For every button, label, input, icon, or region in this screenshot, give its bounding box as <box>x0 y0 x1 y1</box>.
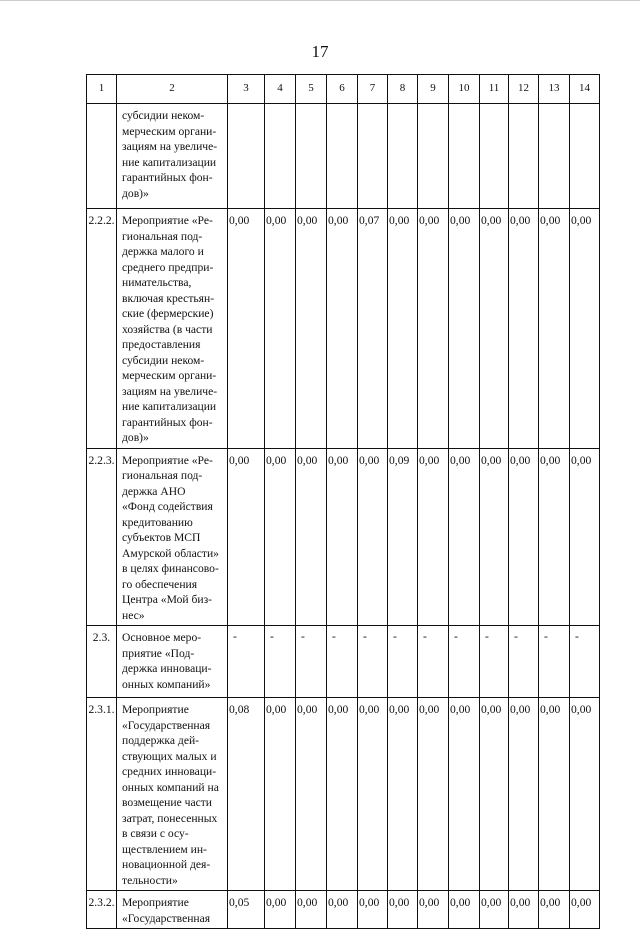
description-line: Центра «Мой биз- <box>122 593 213 606</box>
value-cell <box>358 104 388 209</box>
description-line: зациям на увеличе- <box>122 384 218 398</box>
table-row <box>87 104 600 209</box>
description-line: поддержка дей- <box>122 734 200 747</box>
value-cell <box>418 104 449 209</box>
value-cell: 0,00 <box>327 891 358 929</box>
value-cell: 0,00 <box>418 891 449 929</box>
value-cell: 0,00 <box>265 209 296 449</box>
description-line: средних инноваци- <box>122 765 217 778</box>
value-cell: 0,00 <box>449 891 480 929</box>
header-cell: 6 <box>327 75 358 104</box>
value-cell: 0,00 <box>388 209 418 449</box>
value-cell: 0,00 <box>570 891 600 929</box>
value-cell: 0,00 <box>418 448 449 626</box>
value-cell: 0,00 <box>480 698 509 891</box>
header-cell: 8 <box>388 75 418 104</box>
value-cell: - <box>539 626 570 698</box>
value-cell: - <box>449 626 480 698</box>
description-line: нес» <box>122 608 145 622</box>
header-cell: 5 <box>296 75 327 104</box>
value-cell: 0,00 <box>509 891 539 929</box>
header-cell: 4 <box>265 75 296 104</box>
value-cell: - <box>509 626 539 698</box>
value-cell: - <box>265 626 296 698</box>
value-cell: - <box>296 626 327 698</box>
row-description <box>117 626 228 698</box>
value-cell: 0,00 <box>570 698 600 891</box>
value-cell: 0,00 <box>296 209 327 449</box>
value-cell: 0,00 <box>388 891 418 929</box>
value-cell: 0,00 <box>265 698 296 891</box>
description-line: нимательства, <box>122 276 192 289</box>
header-cell: 9 <box>418 75 449 104</box>
budget-table <box>86 74 600 929</box>
description-line: в связи с осу- <box>122 827 189 840</box>
row-description <box>117 209 228 449</box>
header-cell: 12 <box>509 75 539 104</box>
value-cell: 0,00 <box>480 448 509 626</box>
description-line: «Фонд содействия <box>122 500 213 513</box>
value-cell <box>327 104 358 209</box>
header-cell: 13 <box>539 75 570 104</box>
value-cell: 0,00 <box>358 448 388 626</box>
description-line: тельности» <box>122 873 178 887</box>
description-line: зациям на увеличе- <box>122 140 218 153</box>
description-line: гиональная под- <box>122 469 203 482</box>
value-cell: 0,07 <box>358 209 388 449</box>
value-cell: 0,05 <box>228 891 265 929</box>
description-line: гарантийных фон- <box>122 171 213 184</box>
value-cell <box>539 104 570 209</box>
description-line: «Государственная <box>122 911 211 925</box>
row-description <box>117 698 228 891</box>
value-cell: 0,00 <box>570 209 600 449</box>
value-cell <box>296 104 327 209</box>
description-line: субъектов МСП <box>122 531 201 544</box>
row-number: 2.3. <box>87 626 117 698</box>
table-row <box>87 448 600 626</box>
table-row <box>87 891 600 929</box>
description-line: дов)» <box>122 186 149 200</box>
value-cell: - <box>228 626 265 698</box>
description-line: Амурской области» <box>122 546 219 560</box>
description-line: ствующих малых и <box>122 749 217 763</box>
value-cell: - <box>418 626 449 698</box>
value-cell: 0,08 <box>228 698 265 891</box>
value-cell: 0,00 <box>327 448 358 626</box>
description-line: включая крестьян- <box>122 291 215 305</box>
description-line: приятие «Под- <box>122 646 195 660</box>
value-cell: 0,00 <box>327 209 358 449</box>
description-line: го обеспечения <box>122 577 198 591</box>
value-cell: 0,00 <box>265 891 296 929</box>
value-cell: 0,00 <box>480 891 509 929</box>
value-cell <box>509 104 539 209</box>
value-cell: - <box>327 626 358 698</box>
value-cell: 0,00 <box>539 698 570 891</box>
value-cell: - <box>388 626 418 698</box>
value-cell <box>228 104 265 209</box>
header-cell: 1 <box>87 75 117 104</box>
description-line: Мероприятие «Ре- <box>122 453 213 467</box>
description-line: возмещение части <box>122 796 213 809</box>
description-line: ние капитализации <box>122 400 217 413</box>
value-cell: 0,00 <box>418 698 449 891</box>
value-cell: 0,00 <box>265 448 296 626</box>
value-cell: - <box>358 626 388 698</box>
value-cell: 0,00 <box>358 698 388 891</box>
description-line: дов)» <box>122 431 149 444</box>
row-description <box>117 891 228 929</box>
description-line: ществлением ин- <box>122 842 207 856</box>
description-line: гарантийных фон- <box>122 415 213 429</box>
description-line: онных компаний» <box>122 677 211 691</box>
value-cell: 0,00 <box>327 698 358 891</box>
value-cell: 0,00 <box>539 448 570 626</box>
header-cell: 10 <box>449 75 480 104</box>
description-line: Мероприятие «Ре- <box>122 214 213 227</box>
row-description <box>117 448 228 626</box>
row-number <box>87 104 117 209</box>
page-number: 17 <box>311 42 329 61</box>
header-cell: 14 <box>570 75 600 104</box>
value-cell: 0,00 <box>449 698 480 891</box>
row-number: 2.2.2. <box>87 209 117 449</box>
description-line: держка АНО <box>122 484 186 498</box>
description-line: Основное меро- <box>122 631 202 644</box>
header-cell: 2 <box>117 75 228 104</box>
table-row <box>87 698 600 891</box>
description-line: среднего предпри- <box>122 260 214 274</box>
row-number: 2.3.1. <box>87 698 117 891</box>
description-line: затрат, понесенных <box>122 811 218 825</box>
page-top-edge <box>0 0 640 1</box>
value-cell: 0,00 <box>509 448 539 626</box>
header-cell: 7 <box>358 75 388 104</box>
value-cell: 0,00 <box>358 891 388 929</box>
description-line: кредитованию <box>122 515 193 529</box>
table-row <box>87 626 600 698</box>
header-cell: 11 <box>480 75 509 104</box>
value-cell: 0,00 <box>539 891 570 929</box>
description-line: «Государственная <box>122 718 211 732</box>
value-cell <box>449 104 480 209</box>
value-cell: 0,00 <box>228 448 265 626</box>
description-line: держка малого и <box>122 245 204 258</box>
description-line: в целях финансово- <box>122 562 219 575</box>
value-cell: 0,00 <box>449 448 480 626</box>
value-cell: 0,00 <box>418 209 449 449</box>
value-cell: 0,00 <box>296 448 327 626</box>
value-cell <box>388 104 418 209</box>
row-number: 2.2.3. <box>87 448 117 626</box>
value-cell: - <box>480 626 509 698</box>
value-cell: 0,00 <box>509 698 539 891</box>
value-cell: 0,00 <box>228 209 265 449</box>
header-cell: 3 <box>228 75 265 104</box>
value-cell: 0,00 <box>296 891 327 929</box>
row-description <box>117 104 228 209</box>
value-cell: 0,00 <box>388 698 418 891</box>
value-cell <box>480 104 509 209</box>
description-line: ние капитализации <box>122 155 217 169</box>
description-line: мерческим органи- <box>122 369 217 382</box>
header-row <box>87 75 600 104</box>
value-cell: 0,00 <box>449 209 480 449</box>
description-line: предоставления <box>122 338 201 351</box>
description-line: Мероприятие <box>122 896 189 909</box>
description-line: новационной дея- <box>122 858 211 871</box>
description-line: хозяйства (в части <box>122 322 213 336</box>
description-line: ские (фермерские) <box>122 307 214 320</box>
row-number: 2.3.2. <box>87 891 117 929</box>
value-cell: 0,00 <box>539 209 570 449</box>
value-cell: 0,00 <box>296 698 327 891</box>
description-line: субсидии неком- <box>122 109 205 122</box>
description-line: онных компаний на <box>122 780 219 794</box>
description-line: держка инноваци- <box>122 662 212 675</box>
value-cell <box>265 104 296 209</box>
description-line: гиональная под- <box>122 229 203 243</box>
value-cell: 0,00 <box>509 209 539 449</box>
description-line: субсидии неком- <box>122 353 205 367</box>
value-cell <box>570 104 600 209</box>
description-line: мерческим органи- <box>122 124 217 138</box>
value-cell: 0,00 <box>570 448 600 626</box>
value-cell: 0,09 <box>388 448 418 626</box>
table-row <box>87 209 600 449</box>
description-line: Мероприятие <box>122 703 189 716</box>
value-cell: - <box>570 626 600 698</box>
value-cell: 0,00 <box>480 209 509 449</box>
